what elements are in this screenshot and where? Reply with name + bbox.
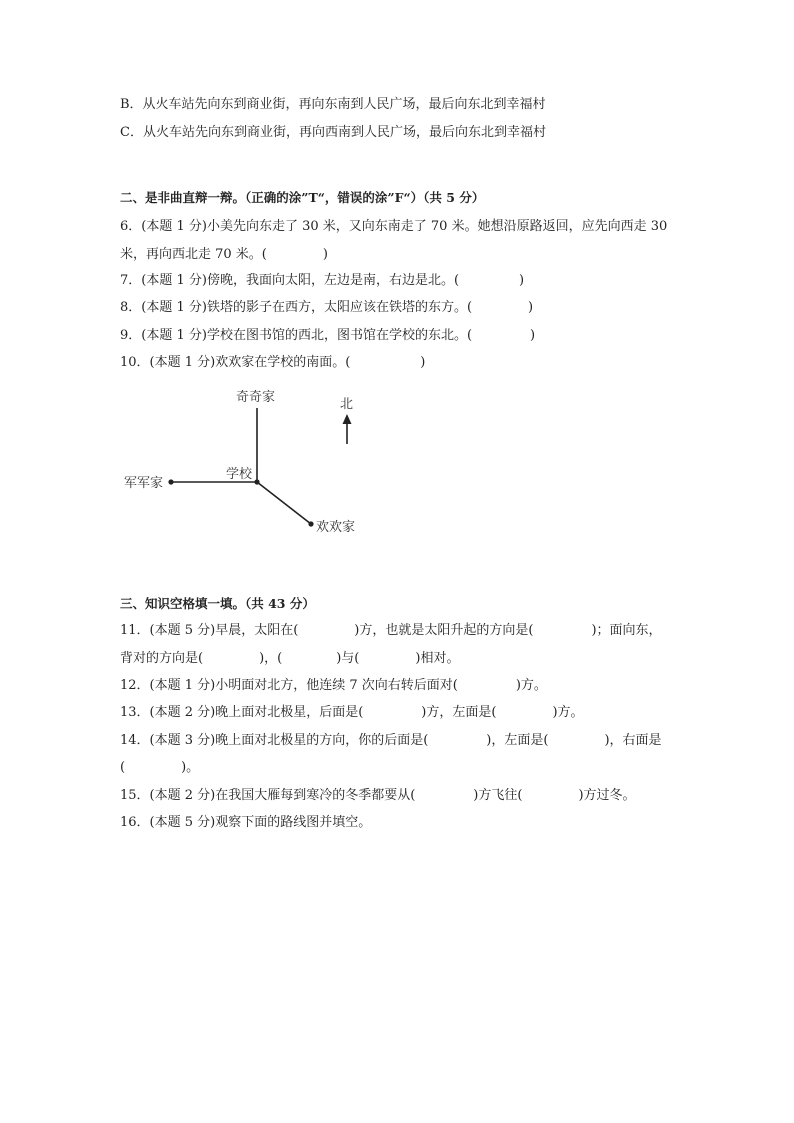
label-huanhuan-home: 欢欢家: [316, 520, 356, 535]
section2-heading: 二、是非曲直辩一辩。（正确的涂”T“，错误的涂”F“）（共 5 分）: [120, 190, 485, 205]
label-north: 北: [340, 397, 354, 412]
school-point: [254, 479, 259, 484]
q15-part-b: )方飞往(: [473, 788, 523, 803]
option-b: B．从火车站先向东到商业街，再向东南到人民广场，最后向东北到幸福村: [120, 97, 546, 112]
q11-part-e: )，(: [259, 651, 283, 666]
paren-close: ): [420, 355, 426, 370]
q15-part-c: )方过冬。: [578, 788, 636, 803]
question-13: [120, 704, 584, 722]
q11-part-g: )相对。: [415, 651, 460, 666]
q14-part-e: )。: [181, 760, 200, 775]
label-qiqi-home: 奇奇家: [236, 390, 276, 405]
junjun-point: [168, 479, 173, 484]
q14-part-d: (: [120, 760, 126, 775]
question-12: [120, 677, 547, 695]
q13-part-c: )方。: [552, 705, 584, 720]
question-16: 16．(本题 5 分)观察下面的路线图并填空。: [120, 815, 372, 830]
q14-part-a: 14．(本题 3 分)晚上面对北极星的方向，你的后面是(: [120, 733, 429, 748]
question-6-text: 米，再向西北走 70 米。(: [120, 247, 267, 262]
question-7: [120, 272, 524, 290]
q11-part-b: )方，也就是太阳升起的方向是(: [354, 623, 534, 638]
label-school: 学校: [226, 467, 253, 482]
north-arrow-icon: [343, 414, 352, 424]
q13-part-b: )方，左面是(: [421, 705, 497, 720]
q12-part-a: 12．(本题 1 分)小明面对北方，他连续 7 次向右转后面对(: [120, 678, 458, 693]
paren-close: ): [530, 328, 536, 343]
question-8: [120, 299, 533, 317]
q11-part-c: )；面向东，: [591, 623, 662, 638]
q12-part-b: )方。: [515, 678, 547, 693]
question-14-line1: [120, 732, 662, 750]
paren-close: ): [322, 247, 328, 262]
paren-close: ): [519, 273, 525, 288]
q11-part-d: 背对的方向是(: [120, 651, 204, 666]
q11-part-a: 11．(本题 5 分)早晨，太阳在(: [120, 623, 299, 638]
question-9-text: 9．(本题 1 分)学校在图书馆的西北，图书馆在学校的东北。(: [120, 328, 473, 343]
question-11-line1: [120, 622, 662, 640]
question-10-text: 10．(本题 1 分)欢欢家在学校的南面。(: [120, 355, 351, 370]
question-7-text: 7．(本题 1 分)傍晚，我面向太阳，左边是南，右边是北。(: [120, 273, 460, 288]
question-15: [120, 787, 636, 805]
question-6-line2: [120, 246, 328, 264]
paren-close: ): [528, 300, 534, 315]
question-9: [120, 327, 535, 345]
question-14-line2: [120, 759, 199, 777]
question-8-text: 8．(本题 1 分)铁塔的影子在西方，太阳应该在铁塔的东方。(: [120, 300, 473, 315]
question-10: [120, 354, 425, 372]
q14-part-c: )，右面是: [604, 733, 662, 748]
path-school-to-huanhuan: [257, 482, 311, 524]
label-junjun-home: 军军家: [124, 476, 164, 491]
q14-part-b: )，左面是(: [486, 733, 549, 748]
option-c: C．从火车站先向东到商业街，再向西南到人民广场，最后向东北到幸福村: [120, 125, 546, 140]
q15-part-a: 15．(本题 2 分)在我国大雁每到寒冷的冬季都要从(: [120, 788, 416, 803]
q13-part-a: 13．(本题 2 分)晚上面对北极星，后面是(: [120, 705, 364, 720]
q11-part-f: )与(: [336, 651, 360, 666]
question-11-line2: [120, 650, 459, 668]
huanhuan-point: [308, 521, 313, 526]
section3-heading: 三、知识空格填一填。（共 43 分）: [120, 596, 315, 611]
question-6-line1: 6．(本题 1 分)小美先向东走了 30 米，又向东南走了 70 米。她想沿原路返回，应先向西走 30: [120, 219, 668, 234]
